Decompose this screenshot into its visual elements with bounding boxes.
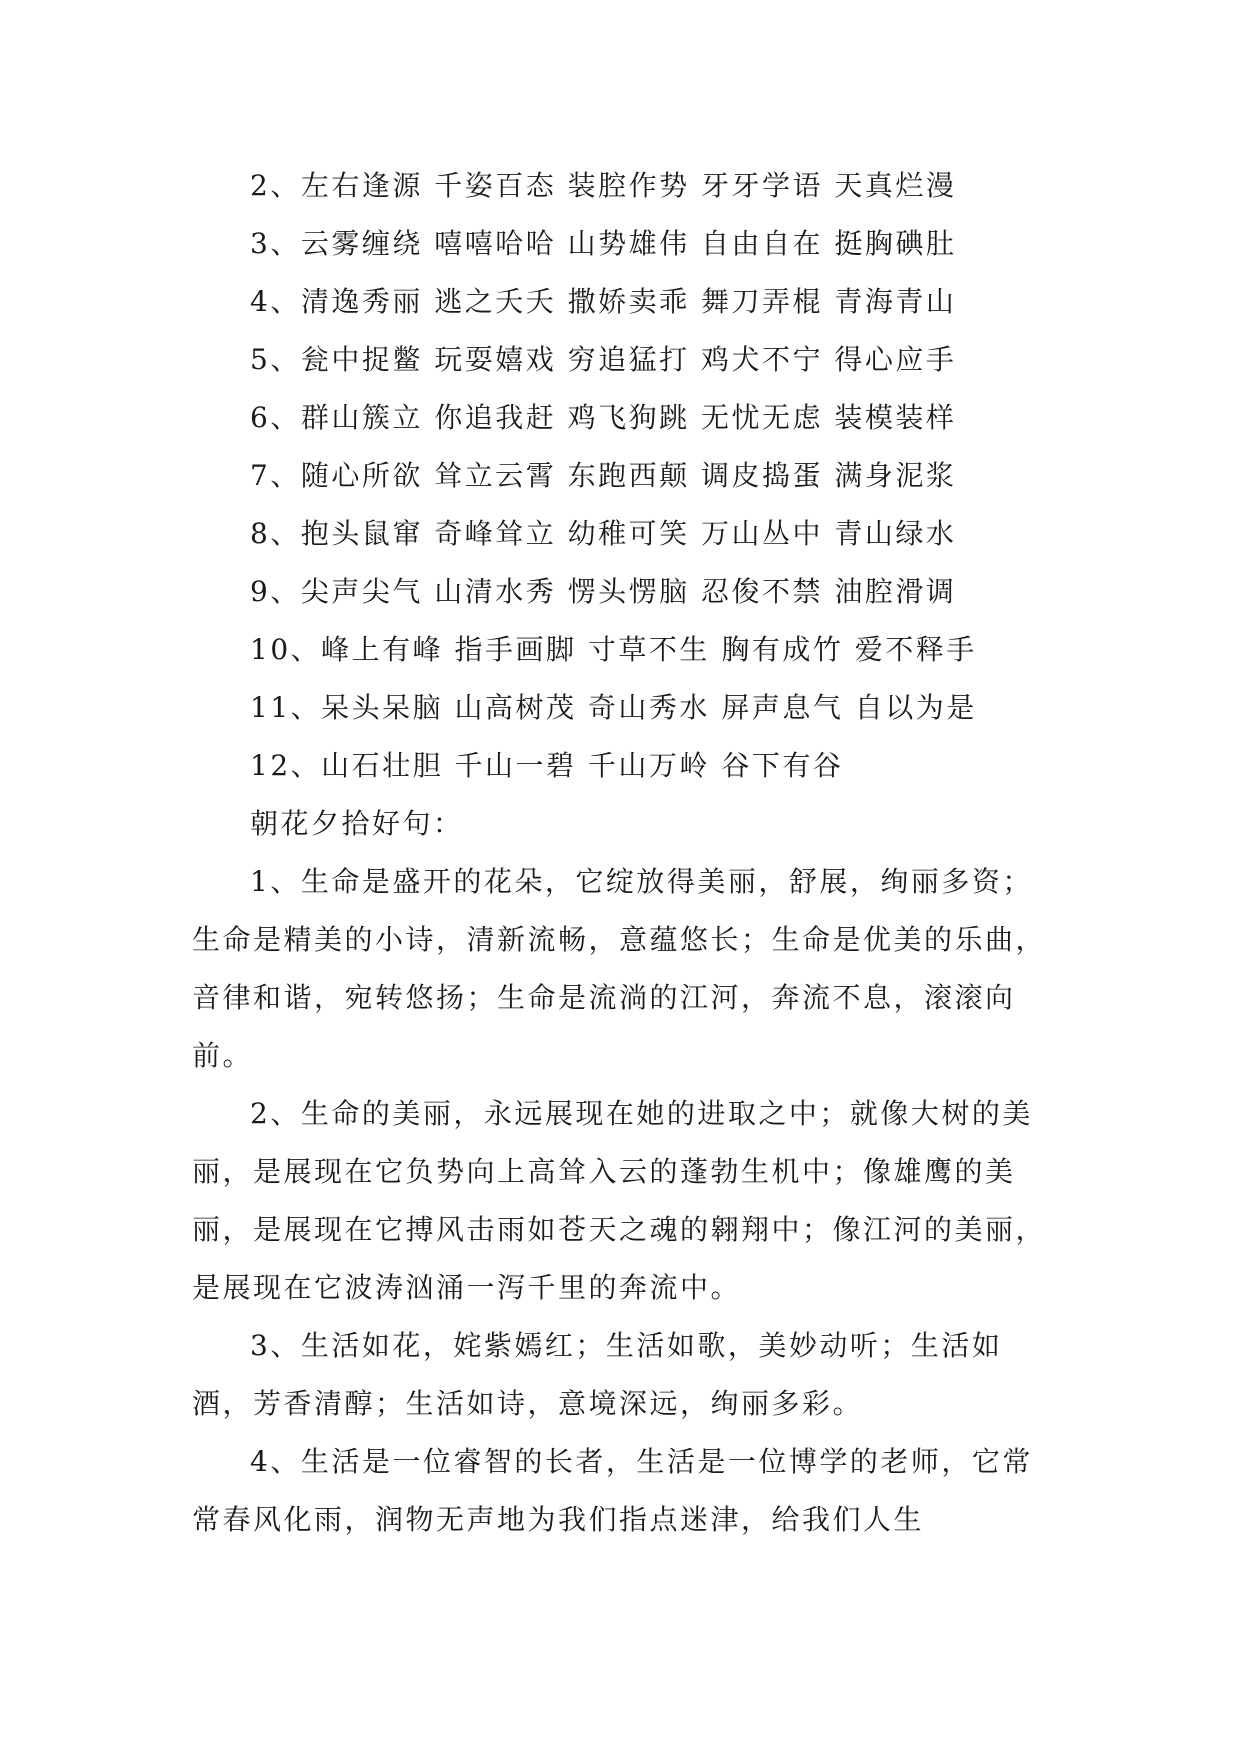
paragraph: 3、生活如花，姹紫嫣红；生活如歌，美妙动听；生活如酒，芳香清醇；生活如诗，意境深远，绚丽多彩。 <box>192 1329 1003 1420</box>
idiom-line: 4、清逸秀丽 逃之夭夭 撒娇卖乖 舞刀弄棍 青海青山 <box>250 285 957 318</box>
idiom-line: 12、山石壮胆 千山一碧 千山万岭 谷下有谷 <box>250 749 844 782</box>
paragraph: 4、生活是一位睿智的长者，生活是一位博学的老师，它常常春风化雨，润物无声地为我们指点迷津，给我们人生 <box>192 1445 1033 1536</box>
idiom-line: 5、瓮中捉鳖 玩耍嬉戏 穷追猛打 鸡犬不宁 得心应手 <box>250 343 957 376</box>
idiom-line: 2、左右逢源 千姿百态 装腔作势 牙牙学语 天真烂漫 <box>250 169 957 202</box>
section-heading: 朝花夕拾好句： <box>250 807 464 840</box>
document-body <box>192 157 1062 1549</box>
paragraph: 1、生命是盛开的花朵，它绽放得美丽，舒展，绚丽多资；生命是精美的小诗，清新流畅，意蕴悠长；生命是优美的乐曲，音律和谐，宛转悠扬；生命是流淌的江河，奔流不息，滚滚向前。 <box>192 865 1047 1072</box>
idiom-line: 10、峰上有峰 指手画脚 寸草不生 胸有成竹 爱不释手 <box>250 633 977 666</box>
idiom-line: 3、云雾缠绕 嘻嘻哈哈 山势雄伟 自由自在 挺胸碘肚 <box>250 227 957 260</box>
paragraph: 2、生命的美丽，永远展现在她的进取之中；就像大树的美丽，是展现在它负势向上高耸入云的蓬勃生机中；像雄鹰的美丽，是展现在它搏风击雨如苍天之魂的翱翔中；像江河的美丽，是展现在它波涛汹涌一泻千里的奔流中。 <box>192 1097 1047 1304</box>
idiom-line: 6、群山簇立 你追我赶 鸡飞狗跳 无忧无虑 装模装样 <box>250 401 957 434</box>
idiom-line: 8、抱头鼠窜 奇峰耸立 幼稚可笑 万山丛中 青山绿水 <box>250 517 957 550</box>
idiom-line: 7、随心所欲 耸立云霄 东跑西颠 调皮捣蛋 满身泥浆 <box>250 459 957 492</box>
idiom-line: 9、尖声尖气 山清水秀 愣头愣脑 忍俊不禁 油腔滑调 <box>250 575 957 608</box>
idiom-line: 11、呆头呆脑 山高树茂 奇山秀水 屏声息气 自以为是 <box>250 691 977 724</box>
